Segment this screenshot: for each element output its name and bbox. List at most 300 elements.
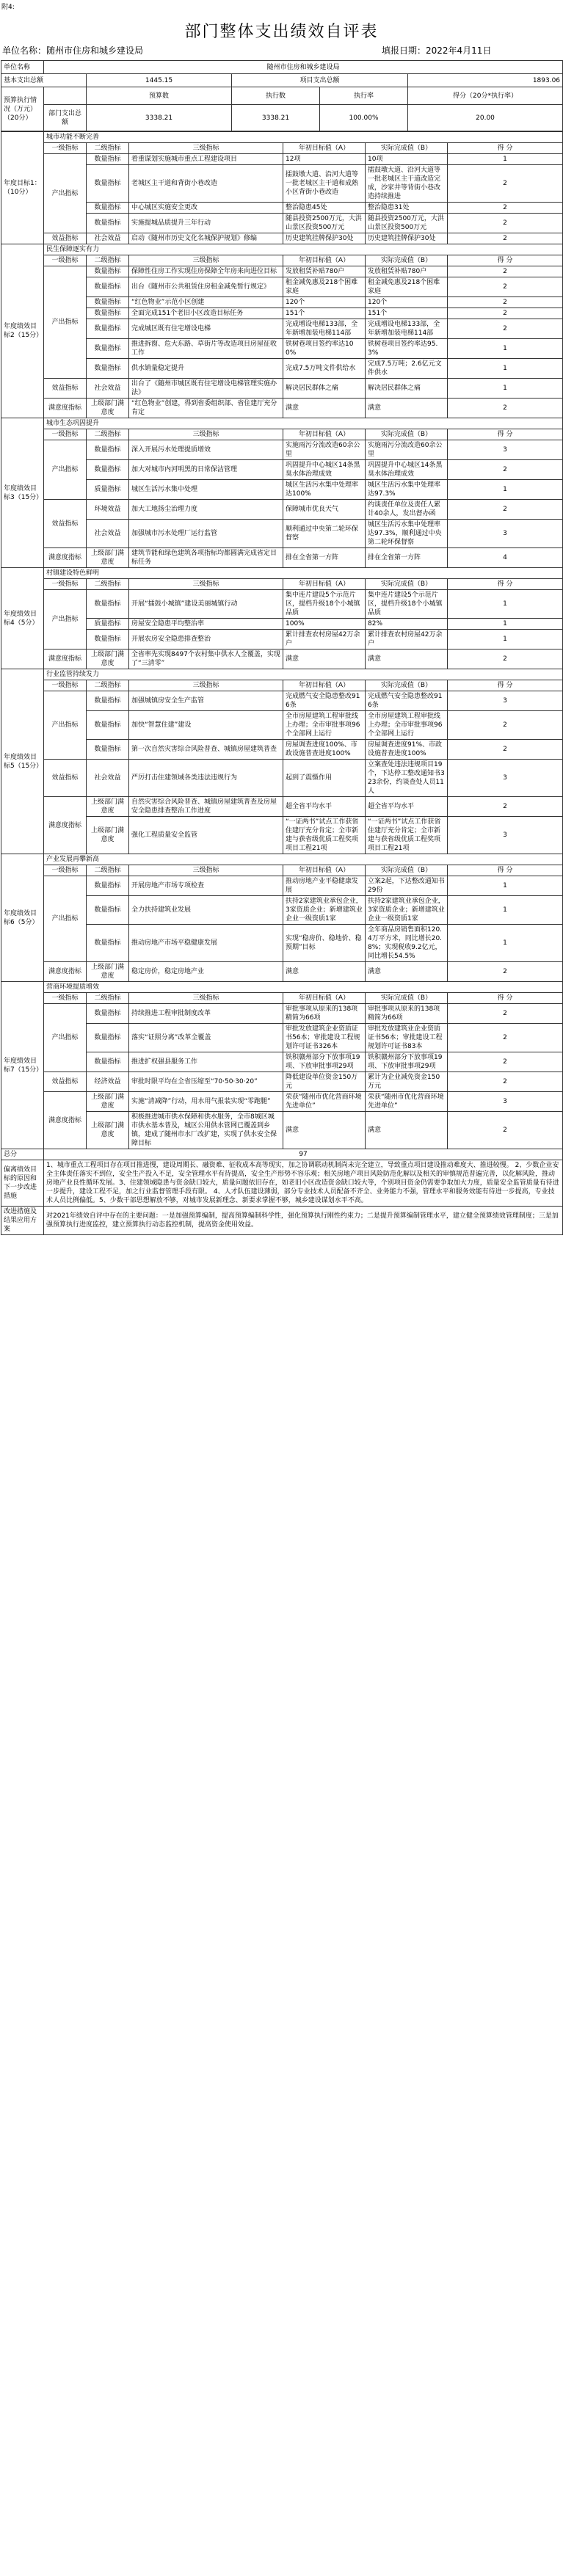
uses-label: 改进措施及结果应用方案 [1,1207,44,1235]
row-score: 1 [448,896,563,925]
target-value: 铁积赣州部分下放事项19项、下放审批事项29项 [283,1052,366,1072]
budget-plan-value: 3338.21 [87,105,232,131]
budget-label: 预算执行情况（万元）（20分） [1,87,44,131]
actual-value: 擂鼓墩大道、沿河大道等一批老城区主干道改造完成，沙家井等背街小巷改造持续推进 [366,165,448,203]
row-score: 2 [448,1024,563,1052]
indicator-level3: 审批时限平均在全省压缩至“70·50·30·20” [129,1072,283,1092]
target-value: 全市房屋建筑工程审批线上办理；全市审批事项96个全部网上运行 [283,711,366,740]
col-header-target: 年初目标值（A） [283,865,366,876]
row-score: 2 [448,797,563,817]
actual-value: 解决居民群体之痛 [366,379,448,399]
target-value: 城区生活污水集中处理率达100% [283,480,366,500]
indicator-level1: 产出指标 [44,876,87,962]
actual-value: 城区生活污水集中处理率达97.3% [366,480,448,500]
col-header-target: 年初目标值（A） [283,993,366,1004]
indicator-level2: 数量指标 [87,460,129,480]
indicator-level3: 推进拆窗、危大东路、草街片等改造项目房屋征收工作 [129,339,283,359]
indicator-level2: 数量指标 [87,203,129,214]
uses-text: 对2021年绩效自评中存在的主要问题：一是加强预算编制，提高预算编制科学性，强化预算执行刚性约束力；二是提升预算编制管理水平，建立健全预算绩效管理制度；三是加强预算执行进度监控，建立预算执行动态监控机制，提高资金使用效益。 [44,1207,563,1235]
indicator-level1: 满意度指标 [44,797,87,854]
col-header-l3: 三级指标 [129,865,283,876]
actual-value: 立案查处违法违规项目19个，下达停工整改通知书323余份，约谈查处人员11人 [366,760,448,797]
actual-value: 全年商品房销售面积120.4万平方米，同比增长20.8%；实现税收9.2亿元，同比增长54.5% [366,925,448,962]
row-score: 1 [448,339,563,359]
indicator-level3: 老城区主干道和背街小巷改造 [129,165,283,203]
actual-value: 82% [366,619,448,630]
actual-value: 满意 [366,1112,448,1149]
row-score: 1 [448,925,563,962]
budget-col-plan: 预算数 [87,87,232,105]
actual-value: 排在全省第一方阵 [366,548,448,568]
indicator-level1: 效益指标 [44,760,87,797]
target-value: 房屋调查进度100%、市政设施普查进度100% [283,740,366,760]
actual-value: “一证两书”试点工作获省住建厅充分肯定；全市新建与获省级优质工程奖项项目工程21项 [366,817,448,854]
indicator-level3: 全省率先实现8497个农村集中供水人全覆盖，实现了“三清零” [129,650,283,669]
row-score: 2 [448,1072,563,1092]
indicator-level1: 产出指标 [44,154,87,233]
indicator-level3: 开展农房安全隐患排查整治 [129,630,283,650]
row-score: 3 [448,1092,563,1112]
col-header-l2: 二级指标 [87,143,129,154]
actual-value: 发放租赁补贴780户 [366,266,448,277]
row-score: 2 [448,297,563,308]
row-score: 2 [448,308,563,319]
col-header-actual: 实际完成值（B） [366,680,448,691]
indicator-level2: 数量指标 [87,896,129,925]
actual-value: 实施雨污分流改造60余公里 [366,440,448,460]
col-header-l2: 二级指标 [87,993,129,1004]
col-header-actual: 实际完成值（B） [366,579,448,590]
indicator-level1: 效益指标 [44,1072,87,1092]
indicator-level1: 效益指标 [44,500,87,548]
project-expense-value: 1893.06 [408,74,563,87]
target-value: 完成增设电梯133部，全年新增加装电梯114部 [283,319,366,339]
indicator-level2: 数量指标 [87,319,129,339]
indicator-level1: 满意度指标 [44,1092,87,1149]
col-header-l2: 二级指标 [87,255,129,266]
target-value: “一证两书”试点工作获省住建厅充分肯定；全市新建与获省级优质工程奖项项目工程21项 [283,817,366,854]
actual-value: 完成增设电梯133部，全年新增加装电梯114部 [366,319,448,339]
indicator-level2: 社会效益 [87,379,129,399]
budget-rate-value: 100.00% [320,105,408,131]
indicator-level2: 上级部门满意度 [87,1112,129,1149]
col-header-score: 得 分 [448,429,563,440]
goal-text: 行业监管持续发力 [44,669,563,680]
attachment-note: 附4: [1,4,15,11]
col-header-target: 年初目标值（A） [283,143,366,154]
indicator-level2: 数量指标 [87,691,129,711]
indicator-level2: 经济效益 [87,1072,129,1092]
row-score: 2 [448,233,563,244]
indicator-level3: 供水销量稳定提升 [129,359,283,379]
actual-value: 巩固提升中心城区14条黑臭水体治理成效 [366,460,448,480]
indicator-level2: 社会效益 [87,233,129,244]
page-title: 部门整体支出绩效自评表 [184,23,379,41]
unit-name-line: 单位名称：随州市住房和城乡建设局 [2,46,144,56]
indicator-level3: 实施提城品质提升三年行动 [129,214,283,233]
goal-label: 年度绩效目标5（15分） [1,669,44,854]
indicator-level1: 效益指标 [44,379,87,399]
indicator-level3: 实施“清减降”行动，用水用气报装实现“零跑腿” [129,1092,283,1112]
indicator-level3: 推进扩权强县服务工作 [129,1052,283,1072]
indicator-level3: 积极推进城市供水保障和供水服务，全市8城区城市供水基本普及，城区公用供水管网已覆盖到乡镇，建成了随州市水厂改扩建，实现了供水安全保障目标 [129,1112,283,1149]
goal-text: 营商环境提质增效 [44,982,563,993]
actual-value: 扶持2家建筑业承包企业，3家资质企业；新增建筑业企业一级资质1家 [366,896,448,925]
row-score: 1 [448,619,563,630]
row-score: 3 [448,440,563,460]
target-value: 巩固提升中心城区14条黑臭水体治理成效 [283,460,366,480]
col-header-actual: 实际完成值（B） [366,865,448,876]
actual-value: 满意 [366,650,448,669]
goal-text: 城市功能不断完善 [44,132,563,143]
indicator-level2: 数量指标 [87,711,129,740]
col-header-score: 得 分 [448,865,563,876]
budget-actual-value: 3338.21 [232,105,320,131]
col-header-actual: 实际完成值（B） [366,255,448,266]
indicator-level3: 中心城区实施安全更改 [129,203,283,214]
indicator-level3: 全面完成151个老旧小区改造目标任务 [129,308,283,319]
col-header-l3: 三级指标 [129,993,283,1004]
target-value: 满意 [283,962,366,982]
indicator-level1: 满意度指标 [44,548,87,568]
actual-value: 审批发放建筑业企业资质证书56本；审批建设工程规划许可证书83本 [366,1024,448,1052]
actual-value: 超全省平均水平 [366,797,448,817]
row-score: 4 [448,548,563,568]
goal-label: 年度目标1：（10分） [1,132,44,244]
problems-label: 偏离绩效目标的原因和下一步改进措施 [1,1160,44,1207]
actual-value: 完成7.5万吨；2.6亿元文件供水 [366,359,448,379]
col-header-score: 得 分 [448,143,563,154]
actual-value: 10项 [366,154,448,165]
indicator-level3: 全力扶持建筑业发展 [129,896,283,925]
indicator-level1: 满意度指标 [44,650,87,669]
row-score: 1 [448,630,563,650]
col-header-score: 得 分 [448,680,563,691]
row-score: 2 [448,214,563,233]
col-header-target: 年初目标值（A） [283,255,366,266]
indicator-level2: 数量指标 [87,277,129,297]
actual-value: 审批事项从原来的138项精简为66项 [366,1004,448,1024]
indicator-level3: 推动房地产市场平稳健康发展 [129,925,283,962]
indicator-level3: 加强城镇房安全生产监管 [129,691,283,711]
indicator-level3: 自然灾害综合风险普查、城镇房屋建筑普查及房屋安全隐患排查整治工作进度 [129,797,283,817]
indicator-level2: 数量指标 [87,740,129,760]
col-header-l1: 一级指标 [44,579,87,590]
target-value: 完成7.5万吨文件供给水 [283,359,366,379]
header-table [1,60,563,131]
target-value: 整治隐患45处 [283,203,366,214]
indicator-level3: 房屋安全隐患平均整治率 [129,619,283,630]
target-value: 发放租赁补贴780户 [283,266,366,277]
row-score: 1 [448,480,563,500]
indicator-level3: “红色物业”创建，得到省委组织部、省住建厅充分肯定 [129,399,283,418]
row-score: 2 [448,650,563,669]
indicator-level2: 数量指标 [87,876,129,896]
target-value: 起到了震慑作用 [283,760,366,797]
indicator-level2: 质量指标 [87,480,129,500]
actual-value: 铁树巷项目签约率达95.3% [366,339,448,359]
col-header-l2: 二级指标 [87,680,129,691]
indicator-level2: 数量指标 [87,1024,129,1052]
indicator-level3: 出台了《随州市城区既有住宅增设电梯管理实施办法》 [129,379,283,399]
actual-value: 满意 [366,399,448,418]
indicator-level1: 效益指标 [44,233,87,244]
col-header-target: 年初目标值（A） [283,579,366,590]
target-value: 排在全省第一方阵 [283,548,366,568]
project-expense-label: 项目支出总额 [232,74,408,87]
target-value: 集中连片建设5个示范片区，提档升级18个小城镇品质 [283,590,366,619]
indicator-level3: “红色物业”示范小区创建 [129,297,283,308]
indicator-level2: 上级部门满意度 [87,962,129,982]
col-header-score: 得 分 [448,579,563,590]
actual-value: 120个 [366,297,448,308]
col-header-target: 年初目标值（A） [283,429,366,440]
row-score: 1 [448,359,563,379]
col-header-l1: 一级指标 [44,680,87,691]
col-header-l2: 二级指标 [87,865,129,876]
col-header-score: 得 分 [448,993,563,1004]
actual-value: 约谈责任单位及责任人累计40余人，发出督办函 [366,500,448,520]
col-header-l1: 一级指标 [44,255,87,266]
total-value: 97 [44,1149,563,1160]
unit-value: 随州市住房和城乡建设局 [44,61,563,74]
indicator-level1: 产出指标 [44,266,87,379]
row-score: 3 [448,760,563,797]
col-header-l2: 二级指标 [87,429,129,440]
budget-col-actual: 执行数 [232,87,320,105]
indicator-level2: 数量指标 [87,440,129,460]
indicator-level3: 启动《随州市历史文化名城保护规划》修编 [129,233,283,244]
indicator-level3: 建筑节能和绿色建筑各项指标均都圆满完成省定目标任务 [129,548,283,568]
actual-value: 集中连片建设5个示范片区，提档升级18个小城镇品质 [366,590,448,619]
row-score: 1 [448,590,563,619]
goal-label: 年度绩效目标2（15分） [1,244,44,418]
actual-value: 立案2起，下达整改通知书29份 [366,876,448,896]
row-score: 3 [448,520,563,548]
budget-blank [44,87,87,105]
actual-value: 铁积赣州部分下放事项19项、下放审批事项29项 [366,1052,448,1072]
actual-value: 151个 [366,308,448,319]
indicator-level2: 环境效益 [87,500,129,520]
row-score: 2 [448,1052,563,1072]
indicator-level2: 数量指标 [87,154,129,165]
row-score: 2 [448,399,563,418]
basic-expense-value: 1445.15 [87,74,232,87]
actual-value: 完成燃气安全隐患整改916条 [366,691,448,711]
col-header-l3: 三级指标 [129,680,283,691]
indicator-level3: 完成城区既有住宅增设电梯 [129,319,283,339]
indicator-level3: 加大对城市内河明黑的日常保洁管理 [129,460,283,480]
target-value: 顺利通过中央第二轮环保督察 [283,520,366,548]
indicator-level2: 上级部门满意度 [87,650,129,669]
col-header-l3: 三级指标 [129,429,283,440]
row-score: 1 [448,876,563,896]
indicator-level3: 加强城市污水处理厂运行监管 [129,520,283,548]
dept-expense-label: 部门支出总额 [44,105,87,131]
target-value: 租金减免惠及218个困难家庭 [283,277,366,297]
indicator-level3: 严厉打击住建领域各类违法违规行为 [129,760,283,797]
col-header-actual: 实际完成值（B） [366,143,448,154]
actual-value: 房屋调查进度91%、市政设施普查进度100% [366,740,448,760]
indicator-level3: 加大工地扬尘治理力度 [129,500,283,520]
indicator-level3: 深入开展污水处理提质增效 [129,440,283,460]
actual-value: 累计为企业减免资金150万元 [366,1072,448,1092]
indicator-level2: 数量指标 [87,214,129,233]
indicator-level3: 落实“证照分离”改革全覆盖 [129,1024,283,1052]
goal-label: 年度绩效目标7（15分） [1,982,44,1149]
col-header-actual: 实际完成值（B） [366,993,448,1004]
indicator-level2: 上级部门满意度 [87,797,129,817]
indicator-level3: 着重谋划实施城市重点工程建设项目 [129,154,283,165]
target-value: 降低建设单位资金150万元 [283,1072,366,1092]
indicator-level2: 数量指标 [87,266,129,277]
row-score: 2 [448,1004,563,1024]
target-value: 历史建筑挂牌保护30处 [283,233,366,244]
actual-value: 租金减免惠及218个困难家庭 [366,277,448,297]
row-score: 2 [448,500,563,520]
indicator-level3: 持续推进工程审批制度改革 [129,1004,283,1024]
indicator-level3: 开展“擂鼓小城镇”建设美丽城镇行动 [129,590,283,619]
indicator-level3: 稳定房价，稳定房地产业 [129,962,283,982]
goal-text: 城市生态巩固提升 [44,418,563,429]
row-score: 2 [448,740,563,760]
fill-date-line: 填报日期：2022年4月11日 [382,46,492,56]
row-score: 2 [448,319,563,339]
indicator-level2: 数量指标 [87,1052,129,1072]
indicator-level3: 第一次自然灾害综合风险普查、城镇房屋建筑普查 [129,740,283,760]
actual-value: 城区生活污水集中处理率达97.3%，顺利通过中央第二轮环保督察 [366,520,448,548]
target-value: 完成燃气安全隐患整改916条 [283,691,366,711]
goal-label: 年度绩效目标6（5分） [1,854,44,982]
target-value: 铁树巷项目签约率达100% [283,339,366,359]
budget-col-rate: 执行率 [320,87,408,105]
col-header-l1: 一级指标 [44,865,87,876]
indicator-level2: 数量指标 [87,359,129,379]
indicator-level2: 数量指标 [87,925,129,962]
indicator-level3: 出台《随州市公共租赁住房租金减免暂行规定》 [129,277,283,297]
col-header-l3: 三级指标 [129,255,283,266]
row-score: 2 [448,165,563,203]
target-value: 超全省平均水平 [283,797,366,817]
unit-label: 单位名称 [1,61,44,74]
target-value: 扶持2家建筑业承包企业，3家资质企业；新增建筑业企业一级资质1家 [283,896,366,925]
goal-label: 年度绩效目标4（5分） [1,568,44,669]
indicator-level1: 产出指标 [44,590,87,650]
row-score: 2 [448,460,563,480]
indicator-level2: 上级部门满意度 [87,548,129,568]
indicator-level2: 社会效益 [87,520,129,548]
row-score: 3 [448,691,563,711]
col-header-l1: 一级指标 [44,143,87,154]
actual-value: 满意 [366,962,448,982]
actual-value: 荣获“随州市优化营商环境先进单位” [366,1092,448,1112]
indicator-level1: 产出指标 [44,691,87,760]
target-value: 120个 [283,297,366,308]
indicator-level2: 数量指标 [87,339,129,359]
target-value: 保障城市优良天气 [283,500,366,520]
indicator-level2: 上级部门满意度 [87,399,129,418]
budget-col-score: 得分（20分*执行率） [408,87,563,105]
target-value: 151个 [283,308,366,319]
total-label: 总分 [1,1149,44,1160]
col-header-target: 年初目标值（A） [283,680,366,691]
indicator-level1: 满意度指标 [44,399,87,418]
row-score: 2 [448,711,563,740]
target-value: 随县投资2500万元，大洪山景区投资500万元 [283,214,366,233]
actual-value: 随县投资2500万元，大洪山景区投资500万元 [366,214,448,233]
col-header-actual: 实际完成值（B） [366,429,448,440]
target-value: 审批发放建筑企业资质证书56本；审批建设工程规划许可证书326本 [283,1024,366,1052]
target-value: 推动房地产业平稳健康发展 [283,876,366,896]
target-value: 12项 [283,154,366,165]
col-header-score: 得 分 [448,255,563,266]
indicator-level1: 产出指标 [44,1004,87,1072]
target-value: 累计排查农村房屋42万余户 [283,630,366,650]
indicator-level3: 城区生活污水集中处理 [129,480,283,500]
row-score: 2 [448,266,563,277]
indicator-level3: 强化工程质量安全监管 [129,817,283,854]
actual-value: 整治隐患31处 [366,203,448,214]
indicator-level2: 质量指标 [87,619,129,630]
target-value: 实施雨污分流改造60余公里 [283,440,366,460]
indicator-level3: 开展房地产市场专项检查 [129,876,283,896]
indicator-level2: 社会效益 [87,760,129,797]
target-value: 荣获“随州市优化营商环境先进单位” [283,1092,366,1112]
indicator-level2: 数量指标 [87,1004,129,1024]
target-value: 满意 [283,399,366,418]
indicator-level3: 保障性住房工作实现住房保障全年房来向进位目标 [129,266,283,277]
actual-value: 全市房屋建筑工程审批线上办理；全市审批事项96个全部网上运行 [366,711,448,740]
indicator-level2: 数量指标 [87,165,129,203]
col-header-l2: 二级指标 [87,579,129,590]
row-score: 2 [448,1112,563,1149]
target-value: 解决居民群体之痛 [283,379,366,399]
goal-label: 年度绩效目标3（15分） [1,418,44,568]
row-score: 1 [448,379,563,399]
actual-value: 历史建筑挂牌保护30处 [366,233,448,244]
goal-text: 民生保障逐实有力 [44,244,563,255]
actual-value: 累计排查农村房屋42万余户 [366,630,448,650]
indicator-level2: 数量指标 [87,308,129,319]
indicator-level2: 数量指标 [87,590,129,619]
target-value: 擂鼓墩大道、沿河大道等一批老城区主干道和成熟小区背街小巷改造 [283,165,366,203]
indicator-level3: 加快“智慧住建”建设 [129,711,283,740]
indicator-level2: 上级部门满意度 [87,817,129,854]
evaluation-table [0,60,563,1235]
row-score: 3 [448,817,563,854]
indicator-level2: 数量指标 [87,630,129,650]
budget-score-value: 20.00 [408,105,563,131]
row-score: 2 [448,962,563,982]
col-header-l1: 一级指标 [44,429,87,440]
goal-text: 产业发展再攀新高 [44,854,563,865]
target-value: 满意 [283,1112,366,1149]
indicator-level2: 上级部门满意度 [87,1092,129,1112]
row-score: 2 [448,277,563,297]
problems-text: 1、城市重点工程项目存在项目推进慢，建设周期长、融资难、征收成本高等现实，加之协调联动机制尚未完全建立，导致重点项目建设推动难度大、推进较慢。 2、少数企业安全主体责任落实不到位，安全生产投入不足，安全管理水平有待提高，安全生产形势不容乐观；相关房地产项目风险防范化解以及相关的审慎规范普遍完善，以化解风险，推动房地产业良性循环发展。3、住建领域隐患与资金缺口较大，质量问题依旧存在，如老旧小区改造资金缺口较大等，个别项目资金仍需要争取加大力度，质量安全监管质量有待进一步提升，建设工程不足，加之行业监督管理手段有限。 4、人才队伍建设薄弱，部分专业技术人员配备不齐全、业务能力不强，管理水平和服务效能有待进一步提高，专业技术人员比例偏低。5、少数干部思想解放不够，对城市发展新理念、新要求掌握不够，城乡建设谋划水平不高。 [44,1160,563,1207]
target-value: 审批事项从原来的138项精简为66项 [283,1004,366,1024]
indicator-table [1,131,563,1235]
basic-expense-label: 基本支出总额 [1,74,87,87]
goal-text: 村镇建设特色鲜明 [44,568,563,579]
col-header-l1: 一级指标 [44,993,87,1004]
row-score: 1 [448,154,563,165]
target-value: 100% [283,619,366,630]
indicator-level1: 产出指标 [44,440,87,500]
target-value: 满意 [283,650,366,669]
row-score: 2 [448,203,563,214]
col-header-l3: 三级指标 [129,579,283,590]
